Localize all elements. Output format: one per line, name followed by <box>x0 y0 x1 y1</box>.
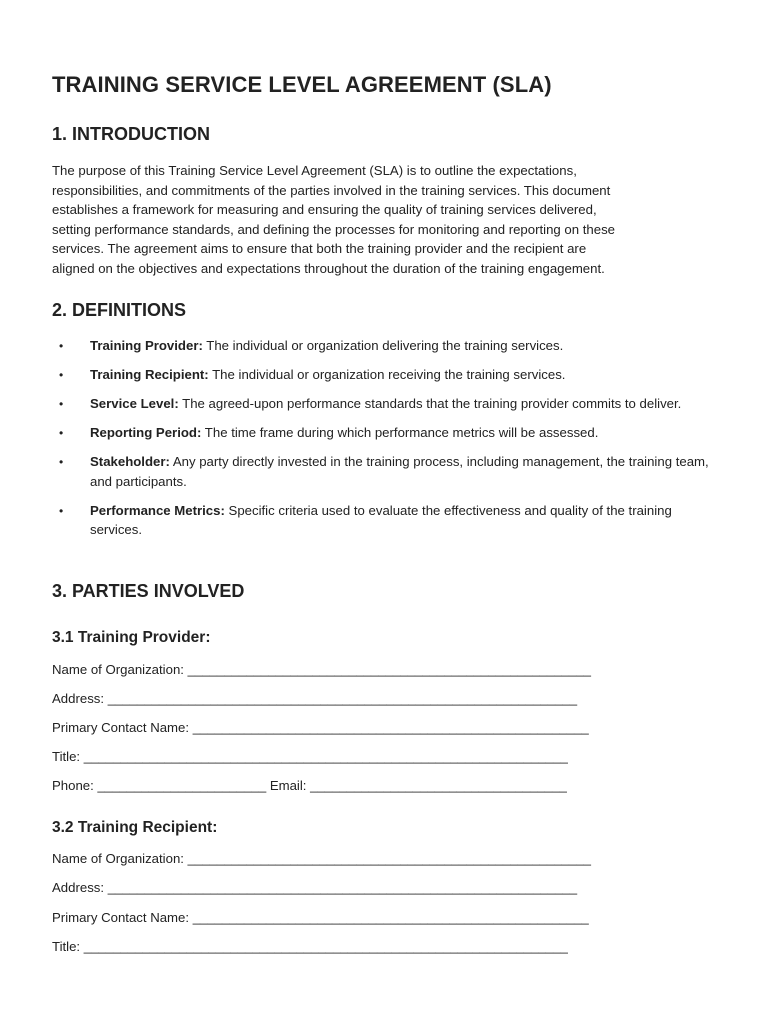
definition-item <box>52 501 722 540</box>
recipient-address-field[interactable]: Address: ________________________________________________________________ <box>52 880 578 895</box>
definition-item <box>52 394 722 414</box>
definition-item <box>52 336 722 356</box>
definition-term: Service Level: <box>90 396 179 411</box>
paragraph-line: setting performance standards, and defining the processes for monitoring and reporting on these <box>52 221 616 237</box>
definition-term: Stakeholder: <box>90 454 170 469</box>
bullet-icon: • <box>59 368 64 382</box>
definitions-list <box>52 336 722 549</box>
definition-item <box>52 452 722 491</box>
bullet-icon: • <box>59 397 64 411</box>
introduction-paragraph <box>52 161 722 278</box>
definition-text: The individual or organization receiving the training services. <box>208 367 566 382</box>
subsection-heading-recipient: 3.2 Training Recipient: <box>52 819 218 836</box>
section-heading-introduction: 1. INTRODUCTION <box>52 124 211 144</box>
provider-organization-field[interactable]: Name of Organization: _______________________________________________________ <box>52 662 591 677</box>
definition-term: Reporting Period: <box>90 425 202 440</box>
definition-text: The individual or organization delivering the training services. <box>202 338 564 353</box>
recipient-organization-field[interactable]: Name of Organization: _______________________________________________________ <box>52 851 591 866</box>
definition-item <box>52 423 722 443</box>
paragraph-line: The purpose of this Training Service Level Agreement (SLA) is to outline the expectations, <box>52 163 577 178</box>
definition-term: Performance Metrics: <box>90 502 225 518</box>
recipient-title-field[interactable]: Title: __________________________________________________________________ <box>52 939 568 954</box>
definition-text: The time frame during which performance metrics will be assessed. <box>201 425 599 440</box>
definition-text: The agreed-upon performance standards that the training provider commits to deliver. <box>178 396 682 411</box>
subsection-heading-provider: 3.1 Training Provider: <box>52 629 211 646</box>
paragraph-line: responsibilities, and commitments of the parties involved in the training services. This document <box>52 182 611 198</box>
document-title: TRAINING SERVICE LEVEL AGREEMENT (SLA) <box>52 72 552 97</box>
section-heading-definitions: 2. DEFINITIONS <box>52 300 187 320</box>
definition-item <box>52 365 722 385</box>
paragraph-line: establishes a framework for measuring and ensuring the quality of training services delivered, <box>52 202 597 217</box>
bullet-icon: • <box>59 455 64 469</box>
recipient-contact-field[interactable]: Primary Contact Name: ______________________________________________________ <box>52 910 589 925</box>
definition-term: Training Provider: <box>90 338 203 353</box>
bullet-icon: • <box>59 426 64 440</box>
definition-text: Any party directly invested in the training process, including management, the training team, and participants. <box>90 454 709 489</box>
provider-title-field[interactable]: Title: __________________________________________________________________ <box>52 749 568 764</box>
bullet-icon: • <box>59 503 64 518</box>
paragraph-line: aligned on the objectives and expectations throughout the duration of the training engagement. <box>52 260 605 276</box>
definition-text: Specific criteria used to evaluate the effectiveness and quality of the training services. <box>90 502 672 537</box>
provider-address-field[interactable]: Address: ________________________________________________________________ <box>52 691 578 706</box>
paragraph-line: services. The agreement aims to ensure that both the training provider and the recipient are <box>52 241 587 256</box>
bullet-icon: • <box>59 339 64 353</box>
provider-phone-email-field[interactable]: Phone: _______________________ Email: ___________________________________ <box>52 778 567 793</box>
definition-term: Training Recipient: <box>90 367 209 382</box>
provider-contact-field[interactable]: Primary Contact Name: ______________________________________________________ <box>52 720 589 735</box>
section-heading-parties: 3. PARTIES INVOLVED <box>52 581 245 601</box>
